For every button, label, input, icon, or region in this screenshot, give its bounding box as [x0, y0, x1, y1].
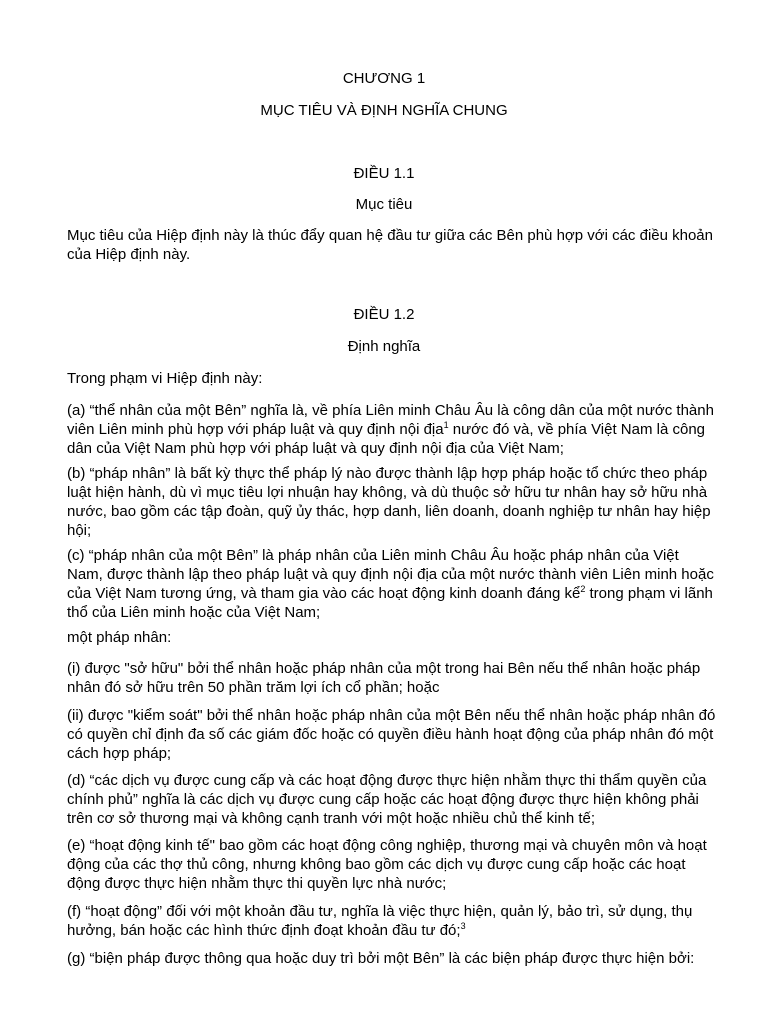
definition-ii: (ii) được "kiểm soát" bởi thể nhân hoặc pháp nhân của một Bên nếu thể nhân hoặc pháp nhân đó có quyền chỉ định đa số các giám đốc hoặc có quyền điều hành hoạt động của pháp nhân đó một cách hợp pháp; — [67, 707, 716, 762]
chapter-number: CHƯƠNG 1 — [342, 70, 426, 87]
definition-f — [67, 902, 717, 940]
definition-c-text-2: trong phạm vi lãnh thổ của Liên minh hoặc của Việt Nam; — [67, 585, 713, 621]
definition-a-text-2: nước đó và, về phía Việt Nam là công dân của Việt Nam phù hợp với pháp luật và quy định nội địa của Việt Nam; — [67, 421, 706, 457]
definition-i: (i) được "sở hữu" bởi thể nhân hoặc pháp nhân của một trong hai Bên nếu thể nhân hoặc pháp nhân đó sở hữu trên 50 phần trăm lợi ích cổ phần; hoặc — [67, 660, 701, 696]
definition-e: (e) “hoạt động kinh tế" bao gồm các hoạt động công nghiệp, thương mại và chuyên môn và hoạt động của các thợ thủ công, nhưng không bao gồm các dịch vụ được cung cấp hoặc các hoạt động được thực hiện nhằm thực thi quyền lực nhà nước; — [67, 837, 707, 892]
definition-d: (d) “các dịch vụ được cung cấp và các hoạt động được thực hiện nhằm thực thi thẩm quyền của chính phủ” nghĩa là các dịch vụ được cung cấp hoặc các hoạt động được thực hiện không phải trên cơ sở thương mại và không cạnh tranh với một hoặc nhiều chủ thể kinh tế; — [67, 772, 707, 827]
footnote-ref-2[interactable]: 2 — [580, 584, 586, 594]
definition-f-text: (f) “hoạt động” đối với một khoản đầu tư, nghĩa là việc thực hiện, quản lý, bảo trì, sử dụng, thụ hưởng, bán hoặc các hình thức định đoạt khoản đầu tư đó; — [67, 903, 693, 939]
definition-a-text-1: (a) “thể nhân của một Bên” nghĩa là, về phía Liên minh Châu Âu là công dân của một nước thành viên Liên minh phù hợp với pháp luật và quy định nội địa — [67, 402, 714, 438]
definition-a — [67, 401, 717, 458]
article-1-2-intro: Trong phạm vi Hiệp định này: — [67, 370, 263, 387]
legal-person-lead: một pháp nhân: — [67, 629, 172, 646]
article-1-1-number: ĐIỀU 1.1 — [353, 165, 415, 182]
footnote-ref-3[interactable]: 3 — [460, 921, 466, 931]
article-1-1-title: Mục tiêu — [355, 196, 413, 213]
article-1-2-number: ĐIỀU 1.2 — [353, 306, 415, 323]
chapter-title: MỤC TIÊU VÀ ĐỊNH NGHĨA CHUNG — [260, 102, 508, 119]
article-1-1-body: Mục tiêu của Hiệp định này là thúc đẩy quan hệ đầu tư giữa các Bên phù hợp với các điều khoản của Hiệp định này. — [67, 227, 713, 263]
definition-c — [67, 546, 717, 622]
definition-g: (g) “biện pháp được thông qua hoặc duy trì bởi một Bên” là các biện pháp được thực hiện bởi: — [67, 950, 695, 967]
definition-c-text-1: (c) “pháp nhân của một Bên” là pháp nhân của Liên minh Châu Âu hoặc pháp nhân của Việt Nam, được thành lập theo pháp luật và quy định nội địa của một nước thành viên Liên minh hoặc của Việt Nam tương ứng, và tham gia vào các hoạt động kinh doanh đáng kể — [67, 547, 714, 602]
definition-b: (b) “pháp nhân” là bất kỳ thực thể pháp lý nào được thành lập hợp pháp hoặc tổ chức theo pháp luật hiện hành, dù vì mục tiêu lợi nhuận hay không, và dù thuộc sở hữu tư nhân hay sở hữu nhà nước, bao gồm các tập đoàn, quỹ ủy thác, hợp danh, liên doanh, doanh nghiệp tư nhân hay hiệp hội; — [67, 465, 711, 539]
footnote-ref-1[interactable]: 1 — [443, 420, 449, 430]
article-1-2-title: Định nghĩa — [347, 338, 421, 355]
